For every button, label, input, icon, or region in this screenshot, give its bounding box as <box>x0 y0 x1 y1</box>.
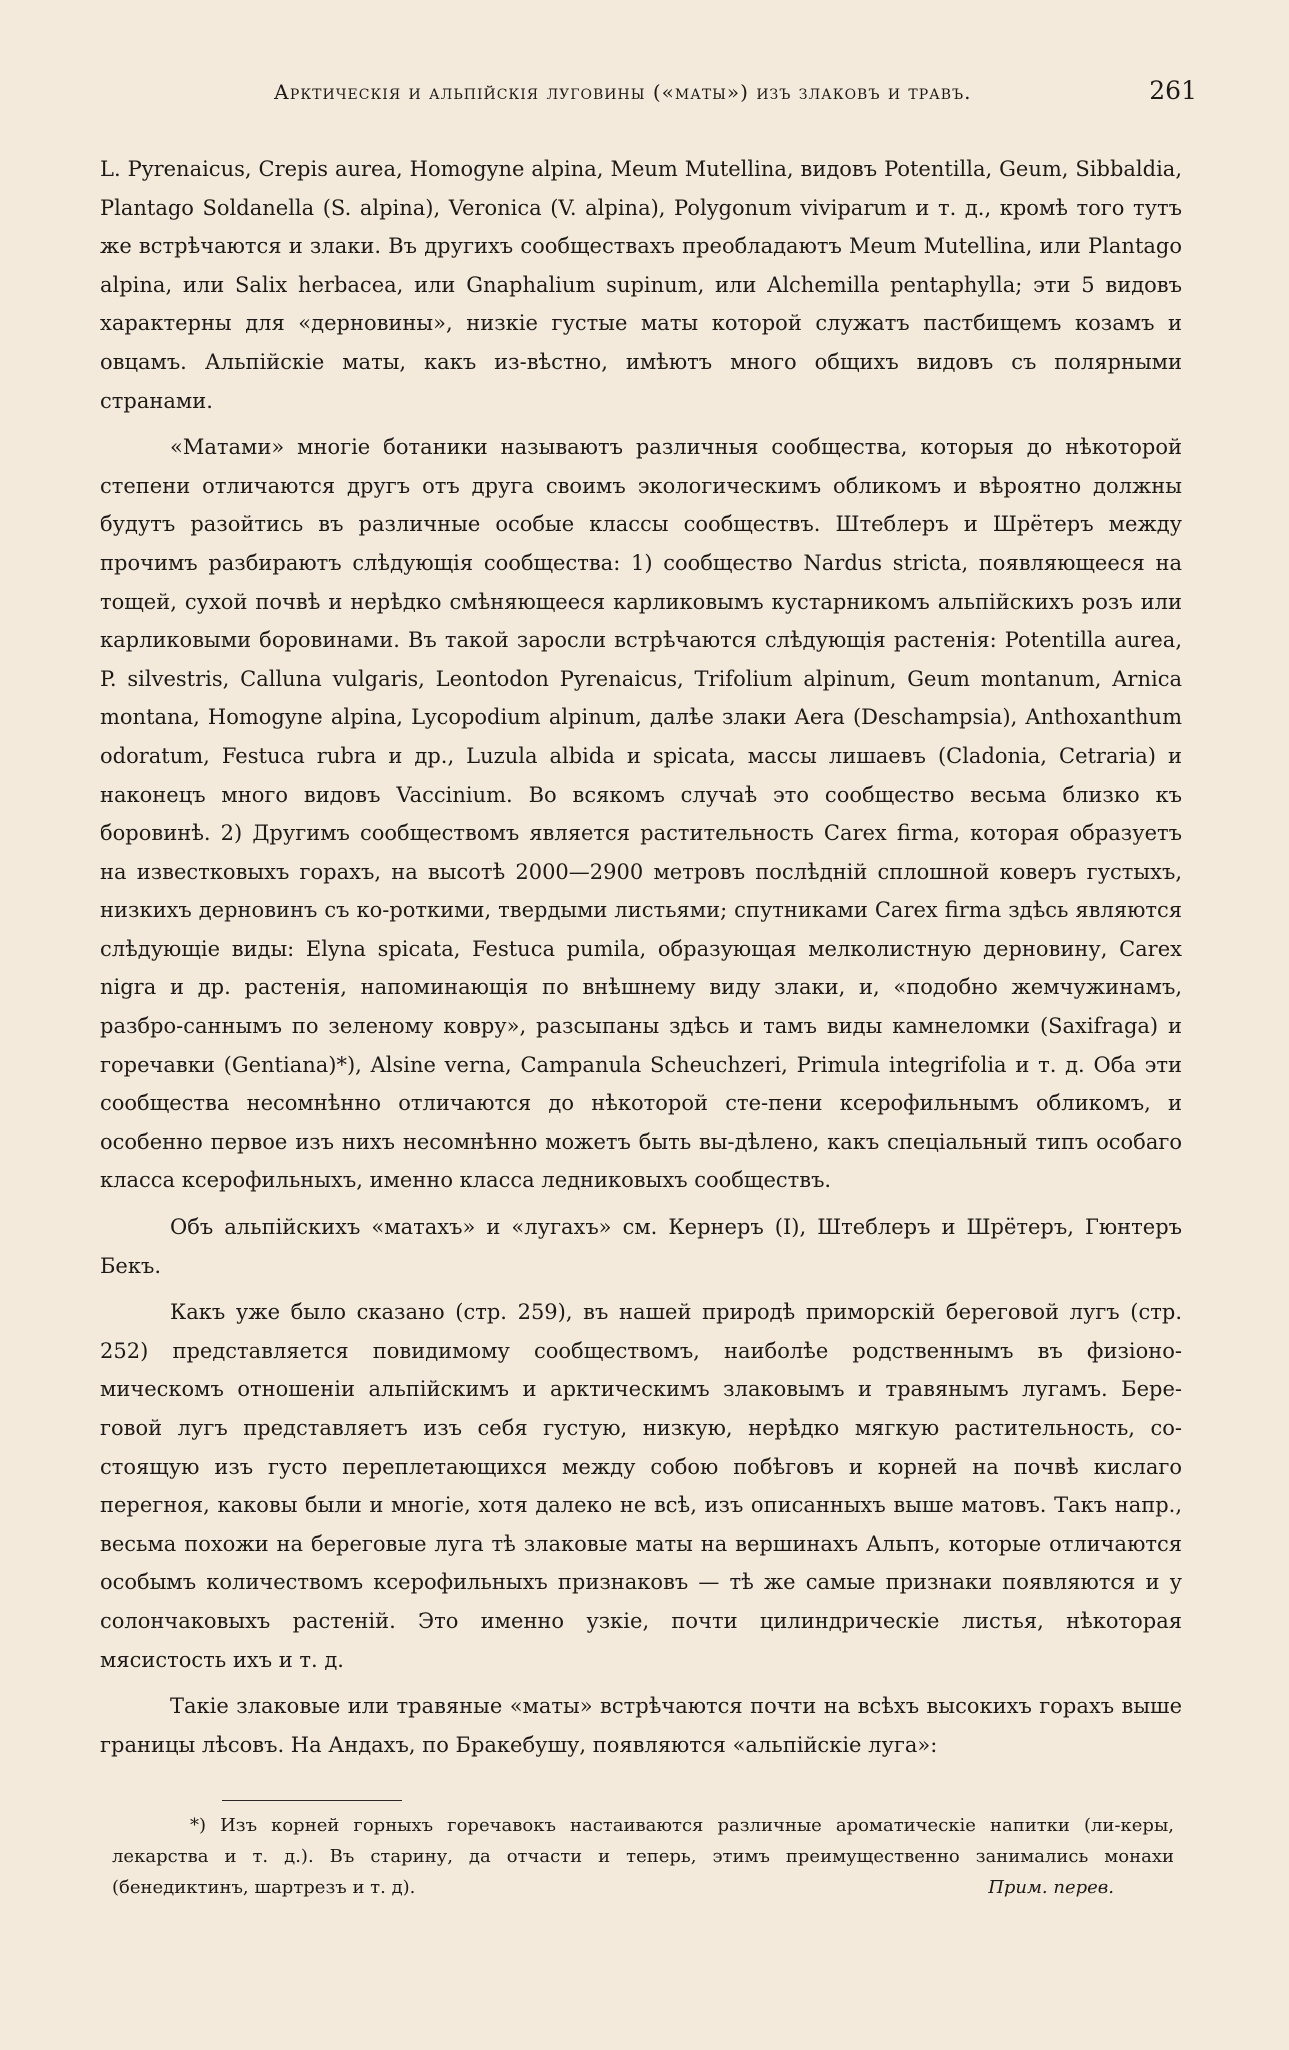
footnote-divider <box>222 1800 402 1801</box>
footnote-text: *) Изъ корней горныхъ горечавокъ настаиваются различные ароматическіе напитки (ли-керы, лекарства и т. д.). Въ старину, да отчасти и теперь, этимъ преимущественно занимались монахи (бенедиктинъ, шартрезъ и т. д). <box>112 1815 1174 1898</box>
paragraph-3: Объ альпійскихъ «матахъ» и «лугахъ» см. Кернеръ (I), Штеблеръ и Шрётеръ, Гюнтеръ Бекъ. <box>100 1215 1182 1278</box>
running-title: Арктическія и альпійскія луговины («маты») изъ злаковъ и травъ. <box>273 80 972 104</box>
paragraph-4: Какъ уже было сказано (стр. 259), въ нашей природѣ приморскій береговой лугъ (стр. 252) представляется повидимому сообществомъ, наиболѣе родственнымъ въ физіоно-мическомъ отношеніи альпійскимъ и арктическимъ злаковымъ и травянымъ лугамъ. Бере-говой лугъ представляетъ изъ себя густую, низкую, нерѣдко мягкую растительность, со-стоящую изъ густо переплетающихся между собою побѣговъ и корней на почвѣ кислаго перегноя, каковы были и многіе, хотя далеко не всѣ, изъ описанныхъ выше матовъ. Такъ напр., весьма похожи на береговые луга тѣ злаковые маты на вершинахъ Альпъ, которые отличаются особымъ количествомъ ксерофильныхъ признаковъ — тѣ же самые признаки появляются и у солончаковыхъ растеній. Это именно узкіе, почти цилиндрическіе листья, нѣкоторая мясистость ихъ и т. д. <box>100 1300 1182 1672</box>
page-number: 261 <box>1149 76 1197 105</box>
body-text <box>100 150 1182 1772</box>
footnote <box>112 1810 1174 1903</box>
paragraph-2: «Матами» многіе ботаники называютъ различныя сообщества, которыя до нѣкоторой степени отличаются другъ отъ друга своимъ экологическимъ обликомъ и вѣроятно должны будутъ разойтись въ различные особые классы сообществъ. Штеблеръ и Шрётеръ между прочимъ разбираютъ слѣдующія сообщества: 1) сообщество Nardus stricta, появляющееся на тощей, сухой почвѣ и нерѣдко смѣняющееся карликовымъ кустарникомъ альпійскихъ розъ или карликовыми боровинами. Въ такой заросли встрѣчаются слѣдующія растенія: Potentilla aurea, P. silvestris, Calluna vulgaris, Leontodon Pyrenaicus, Trifolium alpinum, Geum montanum, Arnica montana, Homogyne alpina, Lycopodium alpinum, далѣе злаки Aera (Deschampsia), Anthoxanthum odoratum, Festuca rubra и др., Luzula albida и spicata, массы лишаевъ (Cladonia, Cetraria) и наконецъ много видовъ Vaccinium. Во всякомъ случаѣ это сообщество весьма близко къ боровинѣ. 2) Другимъ сообществомъ является растительность Carex firma, которая образуетъ на известковыхъ горахъ, на высотѣ 2000—2900 метровъ послѣдній сплошной коверъ густыхъ, низкихъ дерновинъ съ ко-роткими, твердыми листьями; спутниками Carex firma здѣсь являются слѣдующіе виды: Elyna spicata, Festuca pumila, образующая мелколистную дерновину, Carex nigra и др. растенія, напоминающія по внѣшнему виду злаки, и, «подобно жемчужинамъ, разбро-саннымъ по зеленому ковру», разсыпаны здѣсь и тамъ виды камнеломки (Saxifraga) и горечавки (Gentiana)*), Alsine verna, Campanula Scheuchzeri, Primula integrifolia и т. д. Оба эти сообщества несомнѣнно отличаются до нѣкоторой сте-пени ксерофильнымъ обликомъ, и особенно первое изъ нихъ несомнѣнно можетъ быть вы-дѣлено, какъ спеціальный типъ особаго класса ксерофильныхъ, именно класса ледниковыхъ сообществъ. <box>100 435 1182 1193</box>
footnote-signature: Прим. перев. <box>988 1877 1114 1898</box>
paragraph-1: L. Pyrenaicus, Crepis aurea, Homogyne alpina, Meum Mutellina, видовъ Potentilla, Geum, Sibbaldia, Plantago Soldanella (S. alpina), Veronica (V. alpina), Polygonum viviparum и т. д., кромѣ того тутъ же встрѣчаются и злаки. Въ другихъ сообществахъ преобладаютъ Meum Mutellina, или Plantago alpina, или Salix herbacea, или Gnaphalium supinum, или Alchemilla pentaphylla; эти 5 видовъ характерны для «дерновины», низкіе густые маты которой служатъ пастбищемъ козамъ и овцамъ. Альпійскіе маты, какъ из-вѣстно, имѣютъ много общихъ видовъ съ полярными странами. <box>100 157 1182 413</box>
page-header <box>96 76 1197 105</box>
paragraph-5: Такіе злаковые или травяные «маты» встрѣчаются почти на всѣхъ высокихъ горахъ выше границы лѣсовъ. На Андахъ, по Бракебушу, появляются «альпійскіе луга»: <box>100 1694 1182 1757</box>
